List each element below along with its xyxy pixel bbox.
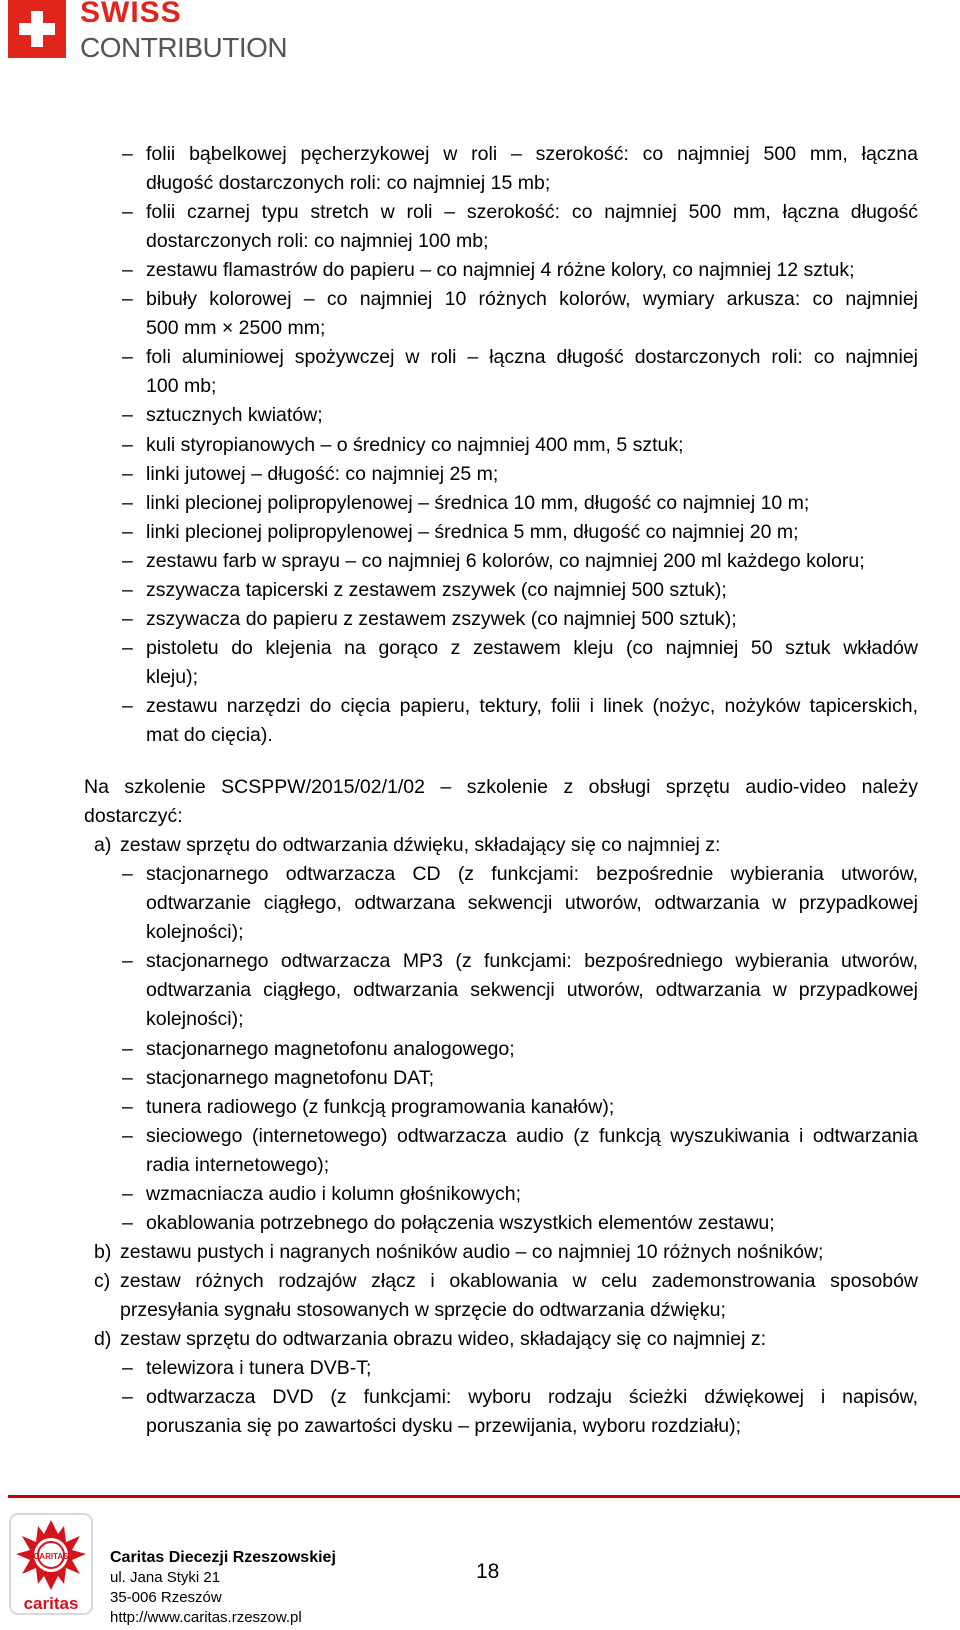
- list-item-text: długość dostarczonych roli: co najmniej 15 mb;: [146, 172, 551, 195]
- footer-org: Caritas Diecezji Rzeszowskiej: [110, 1549, 336, 1566]
- footer-city: 35-006 Rzeszów: [110, 1589, 222, 1606]
- intro-paragraph: dostarczyć:: [84, 805, 183, 828]
- bullet-dash-icon: –: [122, 1182, 133, 1205]
- list-letter-label: a): [94, 834, 112, 857]
- bullet-dash-icon: –: [122, 143, 133, 165]
- list-item-text: 500 mm × 2500 mm;: [146, 317, 326, 340]
- bullet-dash-icon: –: [122, 636, 133, 659]
- bullet-dash-icon: –: [122, 950, 133, 973]
- list-item-text: 100 mb;: [146, 375, 217, 398]
- list-item-text: bibuły kolorowej – co najmniej 10 różnych kolorów, wymiary arkusza: co najmniej: [146, 288, 918, 311]
- list-item-text: dostarczonych roli: co najmniej 100 mb;: [146, 230, 489, 253]
- caritas-logo-text: caritas: [23, 1594, 79, 1613]
- logo-line1: SWISS: [80, 0, 182, 29]
- list-item-text: stacjonarnego magnetofonu DAT;: [146, 1066, 434, 1089]
- bullet-dash-icon: –: [122, 1066, 133, 1089]
- bullet-dash-icon: –: [122, 1211, 133, 1234]
- list-item-text: stacjonarnego odtwarzacza MP3 (z funkcjami: bezpośredniego wybierania utworów,: [146, 950, 918, 973]
- bullet-dash-icon: –: [122, 1095, 133, 1118]
- bullet-dash-icon: –: [122, 520, 133, 543]
- list-item-text: kleju);: [146, 665, 199, 688]
- list-letter-label: d): [94, 1328, 112, 1350]
- list-item-text: zszywacza tapicerski z zestawem zszywek (co najmniej 500 sztuk);: [146, 578, 727, 601]
- list-item-text: radia internetowego);: [146, 1153, 330, 1176]
- list-letter-text: zestaw sprzętu do odtwarzania dźwięku, składający się co najmniej z:: [120, 834, 721, 857]
- list-item-text: kolejności);: [146, 1008, 244, 1031]
- intro-paragraph: Na szkolenie SCSPPW/2015/02/1/02 – szkolenie z obsługi sprzętu audio-video należy: [84, 776, 918, 799]
- list-item-text: mat do cięcia).: [146, 723, 273, 746]
- bullet-dash-icon: –: [122, 863, 133, 886]
- footer-address: [110, 1548, 336, 1628]
- bullet-dash-icon: –: [122, 404, 133, 427]
- list-item-text: folii bąbelkowej pęcherzykowej w roli – szerokość: co najmniej 500 mm, łączna: [146, 143, 918, 165]
- list-item-text: kolejności);: [146, 921, 244, 944]
- bullet-dash-icon: –: [122, 1037, 133, 1060]
- bullet-dash-icon: –: [122, 346, 133, 369]
- list-item-text: kuli styropianowych – o średnicy co najmniej 400 mm, 5 sztuk;: [146, 433, 684, 456]
- bullet-dash-icon: –: [122, 1357, 133, 1380]
- bullet-dash-icon: –: [122, 201, 133, 224]
- footer-divider: [8, 1495, 960, 1498]
- list-item-text: telewizora i tunera DVB-T;: [146, 1357, 372, 1380]
- caritas-logo-icon: [8, 1512, 94, 1616]
- bullet-dash-icon: –: [122, 549, 133, 572]
- list-letter-text: zestaw sprzętu do odtwarzania obrazu wideo, składający się co najmniej z:: [120, 1328, 766, 1350]
- list-item-text: poruszania się po zawartości dysku – przewijania, wyboru rozdziału);: [146, 1415, 742, 1438]
- bullet-dash-icon: –: [122, 1124, 133, 1147]
- list-letter-text: zestawu pustych i nagranych nośników audio – co najmniej 10 różnych nośników;: [120, 1240, 824, 1263]
- list-item-text: linki jutowej – długość: co najmniej 25 m;: [146, 462, 499, 485]
- list-item-text: zestawu narzędzi do cięcia papieru, tektury, folii i linek (nożyc, nożyków tapicerskich,: [146, 694, 918, 717]
- list-item-text: foli aluminiowej spożywczej w roli – łączna długość dostarczonych roli: co najmniej: [146, 346, 918, 369]
- bullet-dash-icon: –: [122, 433, 133, 456]
- bullet-dash-icon: –: [122, 694, 133, 717]
- list-item-text: zestawu flamastrów do papieru – co najmniej 4 różne kolory, co najmniej 12 sztuk;: [146, 259, 855, 282]
- list-item-text: wzmacniacza audio i kolumn głośnikowych;: [146, 1182, 522, 1205]
- list-item-text: odtwarzanie ciągłego, odtwarzana sekwencji utworów, odtwarzania w przypadkowej: [146, 892, 918, 915]
- list-item-text: linki plecionej polipropylenowej – średnica 10 mm, długość co najmniej 10 m;: [146, 491, 810, 514]
- list-item-text: stacjonarnego odtwarzacza CD (z funkcjami: bezpośrednie wybierania utworów,: [146, 863, 918, 886]
- list-letter-label: b): [94, 1240, 112, 1263]
- list-item-text: zszywacza do papieru z zestawem zszywek (co najmniej 500 sztuk);: [146, 607, 737, 630]
- footer-street: ul. Jana Styki 21: [110, 1569, 221, 1586]
- list-item-text: zestawu farb w sprayu – co najmniej 6 kolorów, co najmniej 200 ml każdego koloru;: [146, 549, 865, 572]
- bullet-dash-icon: –: [122, 288, 133, 311]
- bullet-dash-icon: –: [122, 462, 133, 485]
- logo-line2: CONTRIBUTION: [80, 32, 288, 63]
- list-letter-text: przesyłania sygnału stosowanych w sprzęcie do odtwarzania dźwięku;: [120, 1298, 726, 1321]
- page-number: 18: [476, 1560, 500, 1583]
- bullet-dash-icon: –: [122, 259, 133, 282]
- list-item-text: sieciowego (internetowego) odtwarzacza audio (z funkcją wyszukiwania i odtwarzania: [146, 1124, 918, 1147]
- list-item-text: pistoletu do klejenia na gorąco z zestawem kleju (co najmniej 50 sztuk wkładów: [146, 636, 918, 659]
- list-item-text: folii czarnej typu stretch w roli – szerokość: co najmniej 500 mm, łączna długość: [146, 201, 918, 224]
- bullet-dash-icon: –: [122, 491, 133, 514]
- bullet-dash-icon: –: [122, 1386, 133, 1409]
- list-letter-label: c): [94, 1269, 111, 1292]
- footer-url[interactable]: http://www.caritas.rzeszow.pl: [110, 1609, 302, 1626]
- bullet-dash-icon: –: [122, 578, 133, 601]
- svg-text:CARITAS: CARITAS: [33, 1552, 69, 1561]
- list-item-text: odtwarzacza DVD (z funkcjami: wyboru rodzaju ścieżki dźwiękowej i napisów,: [146, 1386, 918, 1409]
- list-item-text: stacjonarnego magnetofonu analogowego;: [146, 1037, 515, 1060]
- list-item-text: odtwarzania ciągłego, odtwarzania sekwencji utworów, odtwarzania w przypadkowej: [146, 979, 918, 1002]
- list-item-text: linki plecionej polipropylenowej – średnica 5 mm, długość co najmniej 20 m;: [146, 520, 799, 543]
- bullet-dash-icon: –: [122, 607, 133, 630]
- list-item-text: okablowania potrzebnego do połączenia wszystkich elementów zestawu;: [146, 1211, 775, 1234]
- list-item-text: tunera radiowego (z funkcją programowania kanałów);: [146, 1095, 615, 1118]
- swiss-flag-icon: [8, 0, 66, 58]
- list-item-text: sztucznych kwiatów;: [146, 404, 323, 427]
- list-letter-text: zestaw różnych rodzajów złącz i okablowania w celu zademonstrowania sposobów: [120, 1269, 918, 1292]
